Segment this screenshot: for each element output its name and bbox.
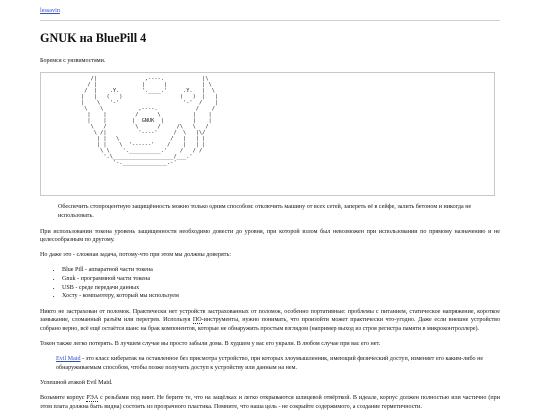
breakage-text-start: Никто не застрахован от поломок. Практически нет устройств застрахованных от поломок, особенно портативные: проблемы с питанием, статическое напряжение, короткое замыкание, сломанный разъём или перегрев. Используя	[40, 308, 500, 324]
paragraph-loss: Токен также легко потерять. В лучшем случае вы просто забыли дома. В худшем у вас его украли. В любом случае при вас его нет.	[40, 340, 381, 347]
top-nav	[40, 7, 500, 16]
case-text-start: Возьмите корпус	[40, 395, 87, 402]
page-title: GNUK на BluePill 4	[40, 30, 147, 45]
list-item: • Хосту - компьютеру, который мы используем	[62, 292, 500, 301]
paragraph-case	[40, 394, 500, 411]
paragraph-security-level: При использовании токена уровень защищенности необходимо довести до уровня, при которой взлом был невозможен при использовании по прямому назначению и не целесообразным по другому.	[40, 228, 500, 244]
evil-maid-text: - это класс кибератак на оставленное без присмотра устройство, при которых злоумышленник, имеющий физический доступ, изменяет его каким-либо не обнаруживаемым способом, чтобы позже получить доступ к устройству или данным на нем.	[56, 356, 484, 371]
list-item: • Blue Pill - аппаратной части токена	[62, 266, 500, 275]
paragraph-trust: Но даже это - сложная задача, потому-что при этом мы должны доверять:	[40, 252, 231, 259]
breakage-text-end: -инструменты, нужно понимать, что произойти может практически что-угодно. Даже если внешне устройство собрано верно, всё ещё остаётся шанс на брак компонентов, которые не обнаружить простым взглядом (например выход из строя регистра памяти в микроконтроллере).	[40, 317, 500, 332]
paragraph-breakage	[40, 308, 500, 334]
ascii-art-gnuk: /| ,----. |\ / | | | | \ / | .Y. '.____.' .Y. | \ | | ( ) ( ) | | | \ '-' '-' / | \ \ ,----. / / | | / \ | | | | | GNUK | | | \ / \ / /\ \ / \ /| '----' / \ |\/ | | \ / | | | | | \ '------' / | | | \ \ '.__________.' / / / '.\___________________/___.' '-.______________.-'	[81, 76, 219, 167]
ascii-art-box	[40, 72, 495, 196]
trust-list	[40, 266, 500, 301]
intro-text: Боремся с уязвимостями.	[40, 58, 106, 65]
paragraph-evil-maid-attack: Успешной атакой Evil Maid.	[40, 379, 113, 386]
evil-maid-link[interactable]: Evil Maid	[56, 356, 81, 363]
abbr-rea[interactable]: РЭА	[86, 395, 99, 402]
header-divider	[40, 20, 500, 21]
abbr-po[interactable]: ПО	[192, 317, 202, 324]
list-item: • USB - среде передачи данных	[62, 284, 500, 293]
home-link[interactable]: lessavin	[40, 7, 60, 14]
list-item: • Gnuk - программной части токена	[62, 275, 500, 284]
epigraph-quote: Обеспечить стопроцентную защищённость можно только одним способом: отключить машину от всех сетей, запереть её в сейфе, залить бетоном и никогда не использовать.	[58, 204, 472, 219]
evil-maid-definition	[56, 355, 500, 372]
case-text-end: с резьбами под винт. Не берите те, что на защёлках и легко открываются шлицевой отвёрткой. В идеале, корпус должен полностью или частично (при этом плата должна быть видна) состоять из прозрачного пластика. Помните, что наша цель - не сокрыйте содержимого, а создание герметичности.	[40, 395, 500, 410]
